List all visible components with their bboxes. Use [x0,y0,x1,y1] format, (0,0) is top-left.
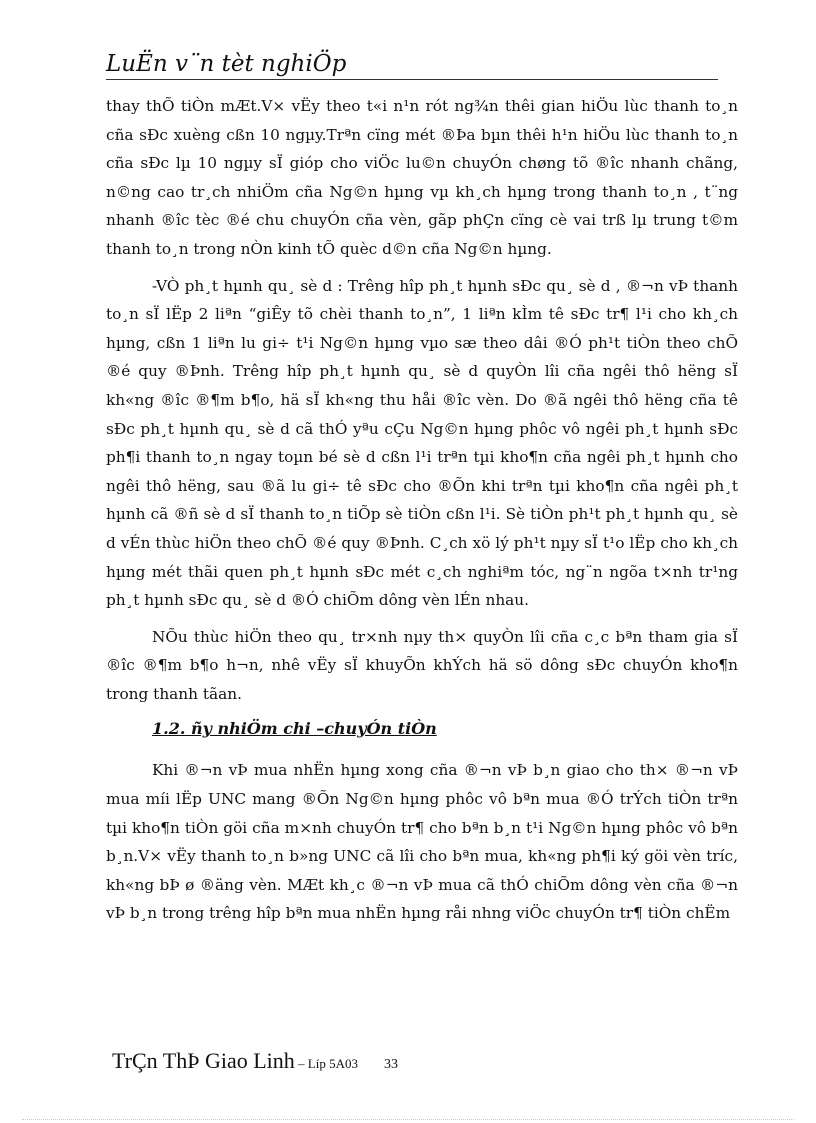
paragraph-4: Khi ®¬n vÞ mua nhËn hµng xong cña ®¬n vÞ b¸n giao cho th× ®¬n vÞ mua míi lËp UNC mang ®Õn Ng©n hµng phôc vô bªn mua ®Ó trÝch tiÒn trªn tµi kho¶n tiÒn göi cña m×nh chuyÓn tr¶ cho bªn b¸n t¹i Ng©n hµng phôc vô bªn b¸n.V× vËy thanh to¸n b»ng UNC cã lîi cho bªn mua, kh«ng ph¶i ký göi vèn tríc, kh«ng bÞ ø ®äng vèn. MÆt kh¸c ®¬n vÞ mua cã thÓ chiÕm dông vèn cña ®¬n vÞ b¸n trong trêng hîp bªn mua nhËn hµng råi nhng viÖc chuyÓn tr¶ tiÒn chËm [106,761,738,923]
paragraph-2: -VÒ ph¸t hµnh qu¸ sè d : Trêng hîp ph¸t hµnh sÐc qu¸ sè d , ®¬n vÞ thanh to¸n sÏ lËp 2 liªn “giÊy tõ chèi thanh to¸n”, 1 liªn kÌm tê sÐc tr¶ l¹i cho kh¸ch hµng, cßn 1 liªn lu gi÷ t¹i Ng©n hµng vµo sæ theo dâi ®Ó ph¹t tiÒn theo chÕ ®é quy ®Þnh. Trêng hîp ph¸t hµnh qu¸ sè d quyÒn lîi cña ngêi thô hëng sÏ kh«ng ®îc ®¶m b¶o, hä sÏ kh«ng thu håi ®îc vèn. Do ®ã ngêi thô hëng cña tê sÐc ph¸t hµnh qu¸ sè d cã thÓ yªu cÇu Ng©n hµng phôc vô ngêi ph¸t hµnh sÐc ph¶i thanh to¸n ngay toµn bé sè d cßn l¹i trªn tµi kho¶n cña ngêi ph¸t hµnh cho ngêi thô hëng, sau ®ã lu gi÷ tê sÐc cho ®Õn khi trªn tµi kho¶n cña ngêi ph¸t hµnh cã ®ñ sè d sÏ thanh to¸n tiÕp sè tiÒn cßn l¹i. Sè tiÒn ph¹t ph¸t hµnh qu¸ sè d vÉn thùc hiÖn theo chÕ ®é quy ®Þnh. C¸ch xö lý ph¹t nµy sÏ t¹o lËp cho kh¸ch hµng mét thãi quen ph¸t hµnh sÐc mét c¸ch nghiªm tóc, ng¨n ngõa t×nh tr¹ng ph¸t hµnh sÐc qu¸ sè d ®Ó chiÕm dông vèn lÉn nhau. [106,276,738,610]
page-bottom-border [22,1119,794,1120]
header-title: LuËn v¨n tèt nghiÖp [106,51,347,77]
page-number: 33 [383,1057,398,1072]
paragraph-3: NÕu thùc hiÖn theo qu¸ tr×nh nµy th× quyÒn lîi cña c¸c bªn tham gia sÏ ®îc ®¶m b¶o h¬n, nhê vËy sÏ khuyÕn khÝch hä sö dông sÐc chuyÓn kho¶n trong thanh tãan. [106,627,738,703]
section-heading: 1.2. ñy nhiÖm chi –chuyÓn tiÒn [152,719,437,739]
header-rule [106,79,718,80]
paragraph-1: thay thÕ tiÒn mÆt.V× vËy theo t«i n¹n rót ng¾n thêi gian hiÖu lùc thanh to¸n cña sÐc xuèng cßn 10 ngµy.Trªn cïng mét ®Þa bµn thêi h¹n hiÖu lùc thanh to¸n cña sÐc lµ 10 ngµy sÏ gióp cho viÖc lu©n chuyÓn chøng tõ ®îc nhanh chãng, n©ng cao tr¸ch nhiÖm cña Ng©n hµng vµ kh¸ch hµng trong thanh to¸n , t¨ng nhanh ®îc tèc ®é chu chuyÓn cña vèn, gãp phÇn cïng cè vai trß lµ trung t©m thanh to¸n trong nÒn kinh tÕ quèc d©n cña Ng©n hµng. [106,97,738,258]
page-footer [112,1048,732,1074]
footer-author: TrÇn ThÞ Giao Linh [112,1048,295,1073]
footer-class: – Líp 5A03 [294,1056,358,1071]
document-body [106,92,738,936]
page-header [106,50,718,78]
